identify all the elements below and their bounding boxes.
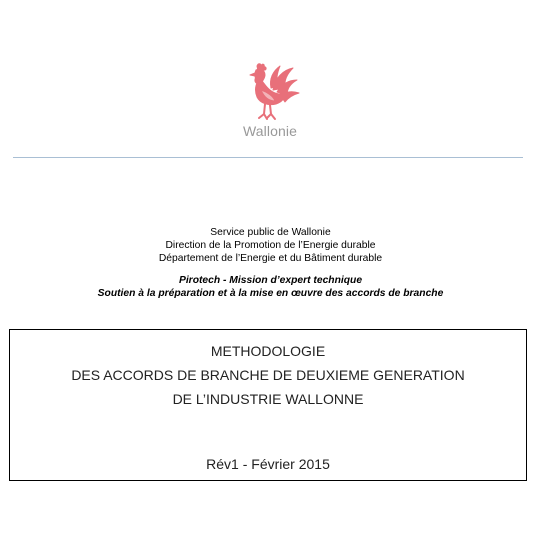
title-line-accords: DES ACCORDS DE BRANCHE DE DEUXIEME GENERATION xyxy=(71,367,465,383)
wallonie-logo xyxy=(232,62,310,142)
header-divider xyxy=(13,157,523,158)
authority-line-direction: Direction de la Promotion de l’Energie durable xyxy=(165,240,376,251)
title-line-industrie: DE L’INDUSTRIE WALLONNE xyxy=(172,391,364,407)
authority-line-service: Service public de Wallonie xyxy=(210,227,331,238)
authority-block xyxy=(0,226,541,265)
title-line-methodologie: METHODOLOGIE xyxy=(210,343,326,359)
mission-line-support: Soutien à la préparation et à la mise en œuvre des accords de branche xyxy=(97,288,444,299)
revision-date: Rév1 - Février 2015 xyxy=(206,456,330,472)
logo-wordmark: Wallonie xyxy=(243,123,297,139)
document-title xyxy=(10,339,526,411)
document-title-box xyxy=(9,329,527,481)
mission-block xyxy=(0,274,541,300)
rooster-icon xyxy=(237,62,301,122)
mission-line-pirotech: Pirotech - Mission d’expert technique xyxy=(178,275,363,286)
authority-line-department: Département de l’Energie et du Bâtiment durable xyxy=(158,253,383,264)
